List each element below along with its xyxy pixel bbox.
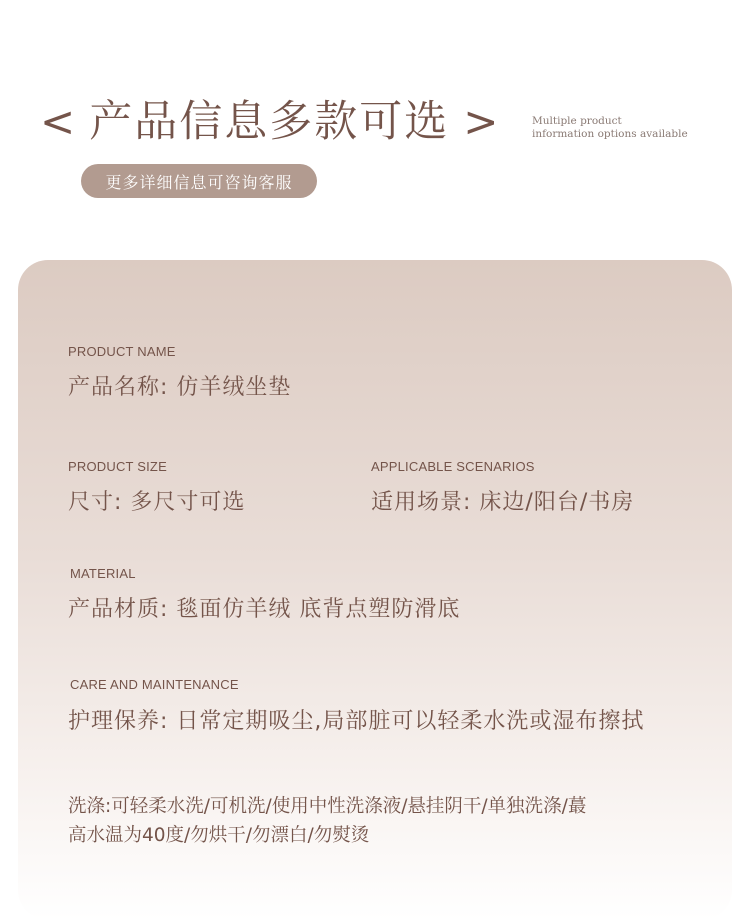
washing-instructions xyxy=(68,792,698,850)
scenario-label: APPLICABLE SCENARIOS xyxy=(371,459,535,474)
header-section xyxy=(0,0,750,250)
care-value: 护理保养: 日常定期吸尘,局部脏可以轻柔水洗或湿布擦拭 xyxy=(68,709,645,734)
product-size-label: PRODUCT SIZE xyxy=(68,459,167,474)
title-row xyxy=(40,92,498,152)
contact-service-badge: 更多详细信息可咨询客服 xyxy=(81,164,317,198)
care-label: CARE AND MAINTENANCE xyxy=(70,677,239,692)
product-size-value: 尺寸: 多尺寸可选 xyxy=(68,490,246,515)
english-subtitle xyxy=(532,115,702,141)
washing-line-2: 高水温为40度/勿烘干/勿漂白/勿熨烫 xyxy=(68,825,370,846)
page-title: 产品信息多款可选 xyxy=(89,96,450,147)
chevron-right-icon: > xyxy=(463,97,499,146)
product-name-value: 产品名称: 仿羊绒坐垫 xyxy=(68,375,292,400)
scenario-value: 适用场景: 床边/阳台/书房 xyxy=(371,490,635,515)
material-label: MATERIAL xyxy=(70,566,136,581)
washing-line-1: 洗涤:可轻柔水洗/可机洗/使用中性洗涤液/悬挂阴干/单独洗涤/蕞 xyxy=(68,796,587,817)
chevron-left-icon: < xyxy=(40,97,76,146)
subtitle-line-1: Multiple product xyxy=(532,115,622,127)
material-value: 产品材质: 毯面仿羊绒 底背点塑防滑底 xyxy=(68,597,461,622)
subtitle-line-2: information options available xyxy=(532,128,688,140)
product-name-label: PRODUCT NAME xyxy=(68,344,176,359)
